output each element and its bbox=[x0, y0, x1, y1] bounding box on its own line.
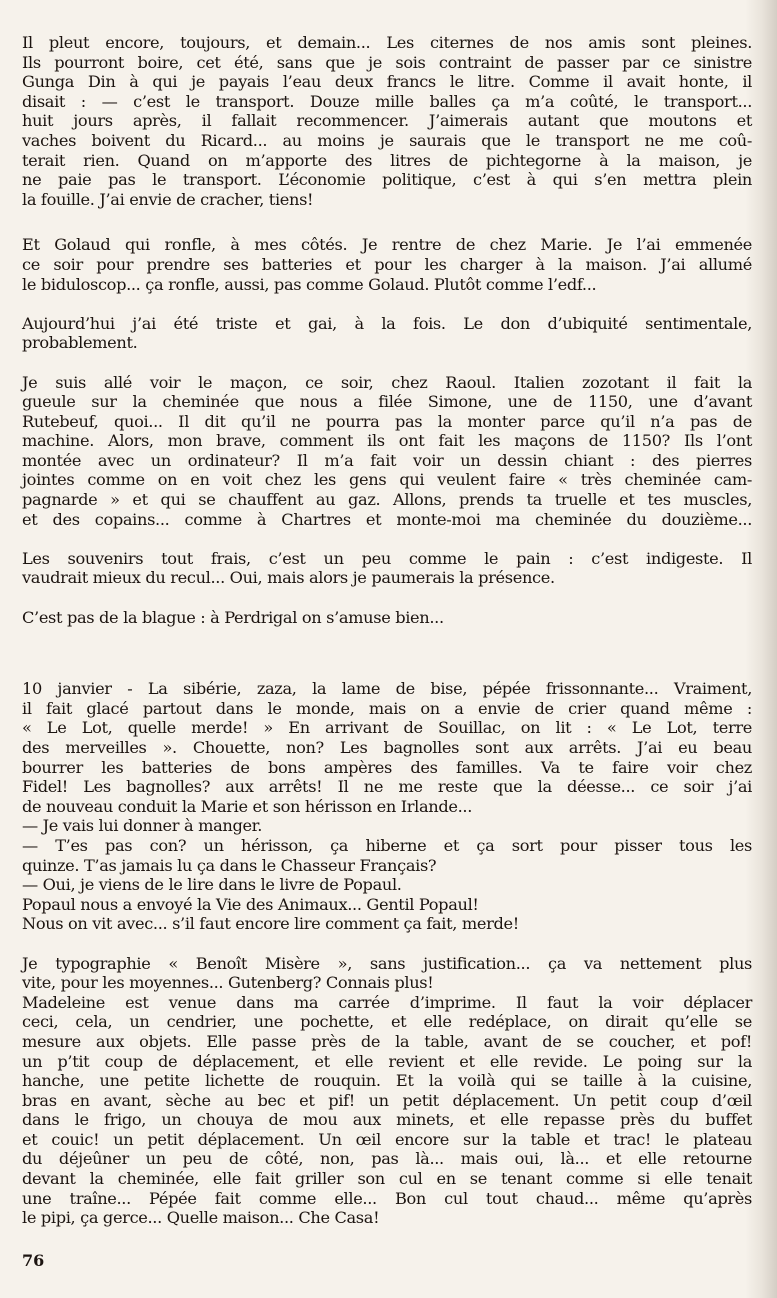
paragraph bbox=[22, 549, 752, 588]
text-line: pagnarde » et qui se chauffent au gaz. Allons, prends ta truelle et tes muscles, bbox=[22, 490, 752, 510]
text-line: Rutebeuf, quoi... Il dit qu’il ne pourra pas la monter parce qu’il n’a pas de bbox=[22, 411, 752, 431]
text-line: ceci, cela, un cendrier, une pochette, et elle redéplace, on dirait qu’elle se bbox=[22, 1012, 752, 1032]
text-line: Fidel! Les bagnolles? aux arrêts! Il ne me reste que la déesse... ce soir j’ai bbox=[22, 777, 752, 797]
text-line: un p’tit coup de déplacement, et elle revient et elle revide. Le poing sur la bbox=[22, 1051, 752, 1071]
text-line: bras en avant, sèche au bec et pif! un petit déplacement. Un petit coup d’œil bbox=[22, 1090, 752, 1110]
paragraph-gap bbox=[22, 934, 752, 954]
dialogue-line: — Oui, je viens de le lire dans le livre de Popaul. bbox=[22, 875, 402, 895]
text-line: le pipi, ça gerce... Quelle maison... Che Casa! bbox=[22, 1208, 380, 1228]
text-line: huit jours après, il fallait recommencer. J’aimerais autant que moutons et bbox=[22, 111, 752, 131]
text-line: ne paie pas le transport. L’économie politique, c’est à qui s’en mettra plein bbox=[22, 170, 752, 190]
text-line: Gunga Din à qui je payais l’eau deux francs le litre. Comme il avait honte, il bbox=[22, 72, 752, 92]
text-line: Les souvenirs tout frais, c’est un peu comme le pain : c’est indigeste. Il bbox=[22, 548, 752, 568]
paragraph-gap bbox=[22, 353, 752, 373]
paragraph-gap bbox=[22, 294, 752, 314]
paragraph bbox=[22, 33, 752, 209]
text-line: vaches boivent du Ricard... au moins je saurais que le transport ne me coû- bbox=[22, 130, 752, 150]
paragraph-gap bbox=[22, 653, 752, 679]
text-line: montée avec un ordinateur? Il m’a fait voir un dessin chiant : des pierres bbox=[22, 450, 752, 470]
text-line: vaudrait mieux du recul... Oui, mais alors je paumerais la présence. bbox=[22, 568, 555, 588]
paragraph bbox=[22, 954, 752, 1228]
text-line: la fouille. J’ai envie de cracher, tiens! bbox=[22, 189, 314, 209]
text-line: bourrer les batteries de bons ampères des familles. Va te faire voir chez bbox=[22, 757, 752, 777]
text-line: probablement. bbox=[22, 333, 138, 353]
text-line: « Le Lot, quelle merde! » En arrivant de Souillac, on lit : « Le Lot, terre bbox=[22, 718, 752, 738]
text-line: Il pleut encore, toujours, et demain... Les citernes de nos amis sont pleines. bbox=[22, 33, 752, 52]
dialogue-line: — T’es pas con? un hérisson, ça hiberne et ça sort pour pisser tous les bbox=[22, 835, 752, 855]
text-line: une traîne... Pépée fait comme elle... Bon cul tout chaud... même qu’après bbox=[22, 1188, 752, 1208]
text-line: machine. Alors, mon brave, comment ils ont fait les maçons de 1150? Ils l’ont bbox=[22, 431, 752, 451]
text-line: disait : — c’est le transport. Douze mille balles ça m’a coûté, le transport... bbox=[22, 91, 752, 111]
text-line: des merveilles ». Chouette, non? Les bagnolles sont aux arrêts. J’ai eu beau bbox=[22, 738, 752, 757]
text-line: jointes comme on en voit chez les gens qui veulent faire « très cheminée cam- bbox=[22, 470, 752, 490]
paragraph bbox=[22, 608, 752, 628]
text-line: le biduloscop... ça ronfle, aussi, pas comme Golaud. Plutôt comme l’edf... bbox=[22, 274, 597, 294]
text-line: gueule sur la cheminée que nous a filée Simone, une de 1150, une d’avant bbox=[22, 392, 752, 412]
text-line: vite, pour les moyennes... Gutenberg? Connais plus! bbox=[22, 973, 434, 993]
text-line: Et Golaud qui ronfle, à mes côtés. Je rentre de chez Marie. Je l’ai emmenée bbox=[22, 235, 752, 255]
text-line: du déjeûner un peu de côté, non, pas là... mais oui, là... et elle retourne bbox=[22, 1149, 752, 1169]
paragraph-gap bbox=[22, 209, 752, 235]
text-line: ce soir pour prendre ses batteries et pour les charger à la maison. J’ai allumé bbox=[22, 254, 752, 274]
paragraph bbox=[22, 235, 752, 294]
dialogue-line: — Je vais lui donner à manger. bbox=[22, 816, 263, 836]
paragraph-gap bbox=[22, 588, 752, 608]
text-line: et couic! un petit déplacement. Un œil encore sur la table et trac! le plateau bbox=[22, 1129, 752, 1149]
text-line: quinze. T’as jamais lu ça dans le Chasseur Français? bbox=[22, 855, 437, 875]
text-line: mesure aux objets. Elle passe près de la table, avant de se coucher, et pof! bbox=[22, 1031, 752, 1051]
text-line: devant la cheminée, elle fait griller son cul en se tenant comme si elle tenait bbox=[22, 1169, 752, 1189]
text-line: il fait glacé partout dans le monde, mais on a envie de crier quand même : bbox=[22, 698, 752, 718]
text-line: Aujourd’hui j’ai été triste et gai, à la fois. Le don d’ubiquité sentimentale, bbox=[22, 313, 752, 333]
text-line: Popaul nous a envoyé la Vie des Animaux... Gentil Popaul! bbox=[22, 894, 479, 914]
page-body bbox=[22, 33, 752, 1228]
paragraph-gap bbox=[22, 529, 752, 549]
text-line: terait rien. Quand on m’apporte des litres de pichtegorne à la maison, je bbox=[22, 150, 752, 170]
text-line: Je typographie « Benoît Misère », sans justification... ça va nettement plus bbox=[22, 953, 752, 973]
text-line: et des copains... comme à Chartres et monte-moi ma cheminée du douzième... bbox=[22, 509, 752, 529]
text-line: Ils pourront boire, cet été, sans que je sois contraint de passer par ce sinistre bbox=[22, 52, 752, 72]
paragraph bbox=[22, 314, 752, 353]
text-line: C’est pas de la blague : à Perdrigal on s’amuse bien... bbox=[22, 607, 444, 627]
paragraph-gap bbox=[22, 627, 752, 653]
text-line: hanche, une petite lichette de rouquin. Et la voilà qui se taille à la cuisine, bbox=[22, 1071, 752, 1091]
text-line: Madeleine est venue dans ma carrée d’imprime. Il faut la voir déplacer bbox=[22, 992, 752, 1012]
text-line: Je suis allé voir le maçon, ce soir, chez Raoul. Italien zozotant il fait la bbox=[22, 372, 752, 392]
paragraph bbox=[22, 373, 752, 530]
page-number: 76 bbox=[22, 1251, 45, 1270]
text-line: dans le frigo, un chouya de mou aux minets, et elle repasse près du buffet bbox=[22, 1110, 752, 1130]
text-line: Nous on vit avec... s’il faut encore lire comment ça fait, merde! bbox=[22, 914, 519, 934]
text-line: 10 janvier - La sibérie, zaza, la lame de bise, pépée frissonnante... Vraiment, bbox=[22, 679, 752, 699]
text-line: de nouveau conduit la Marie et son hérisson en Irlande... bbox=[22, 796, 472, 816]
paragraph bbox=[22, 679, 752, 934]
